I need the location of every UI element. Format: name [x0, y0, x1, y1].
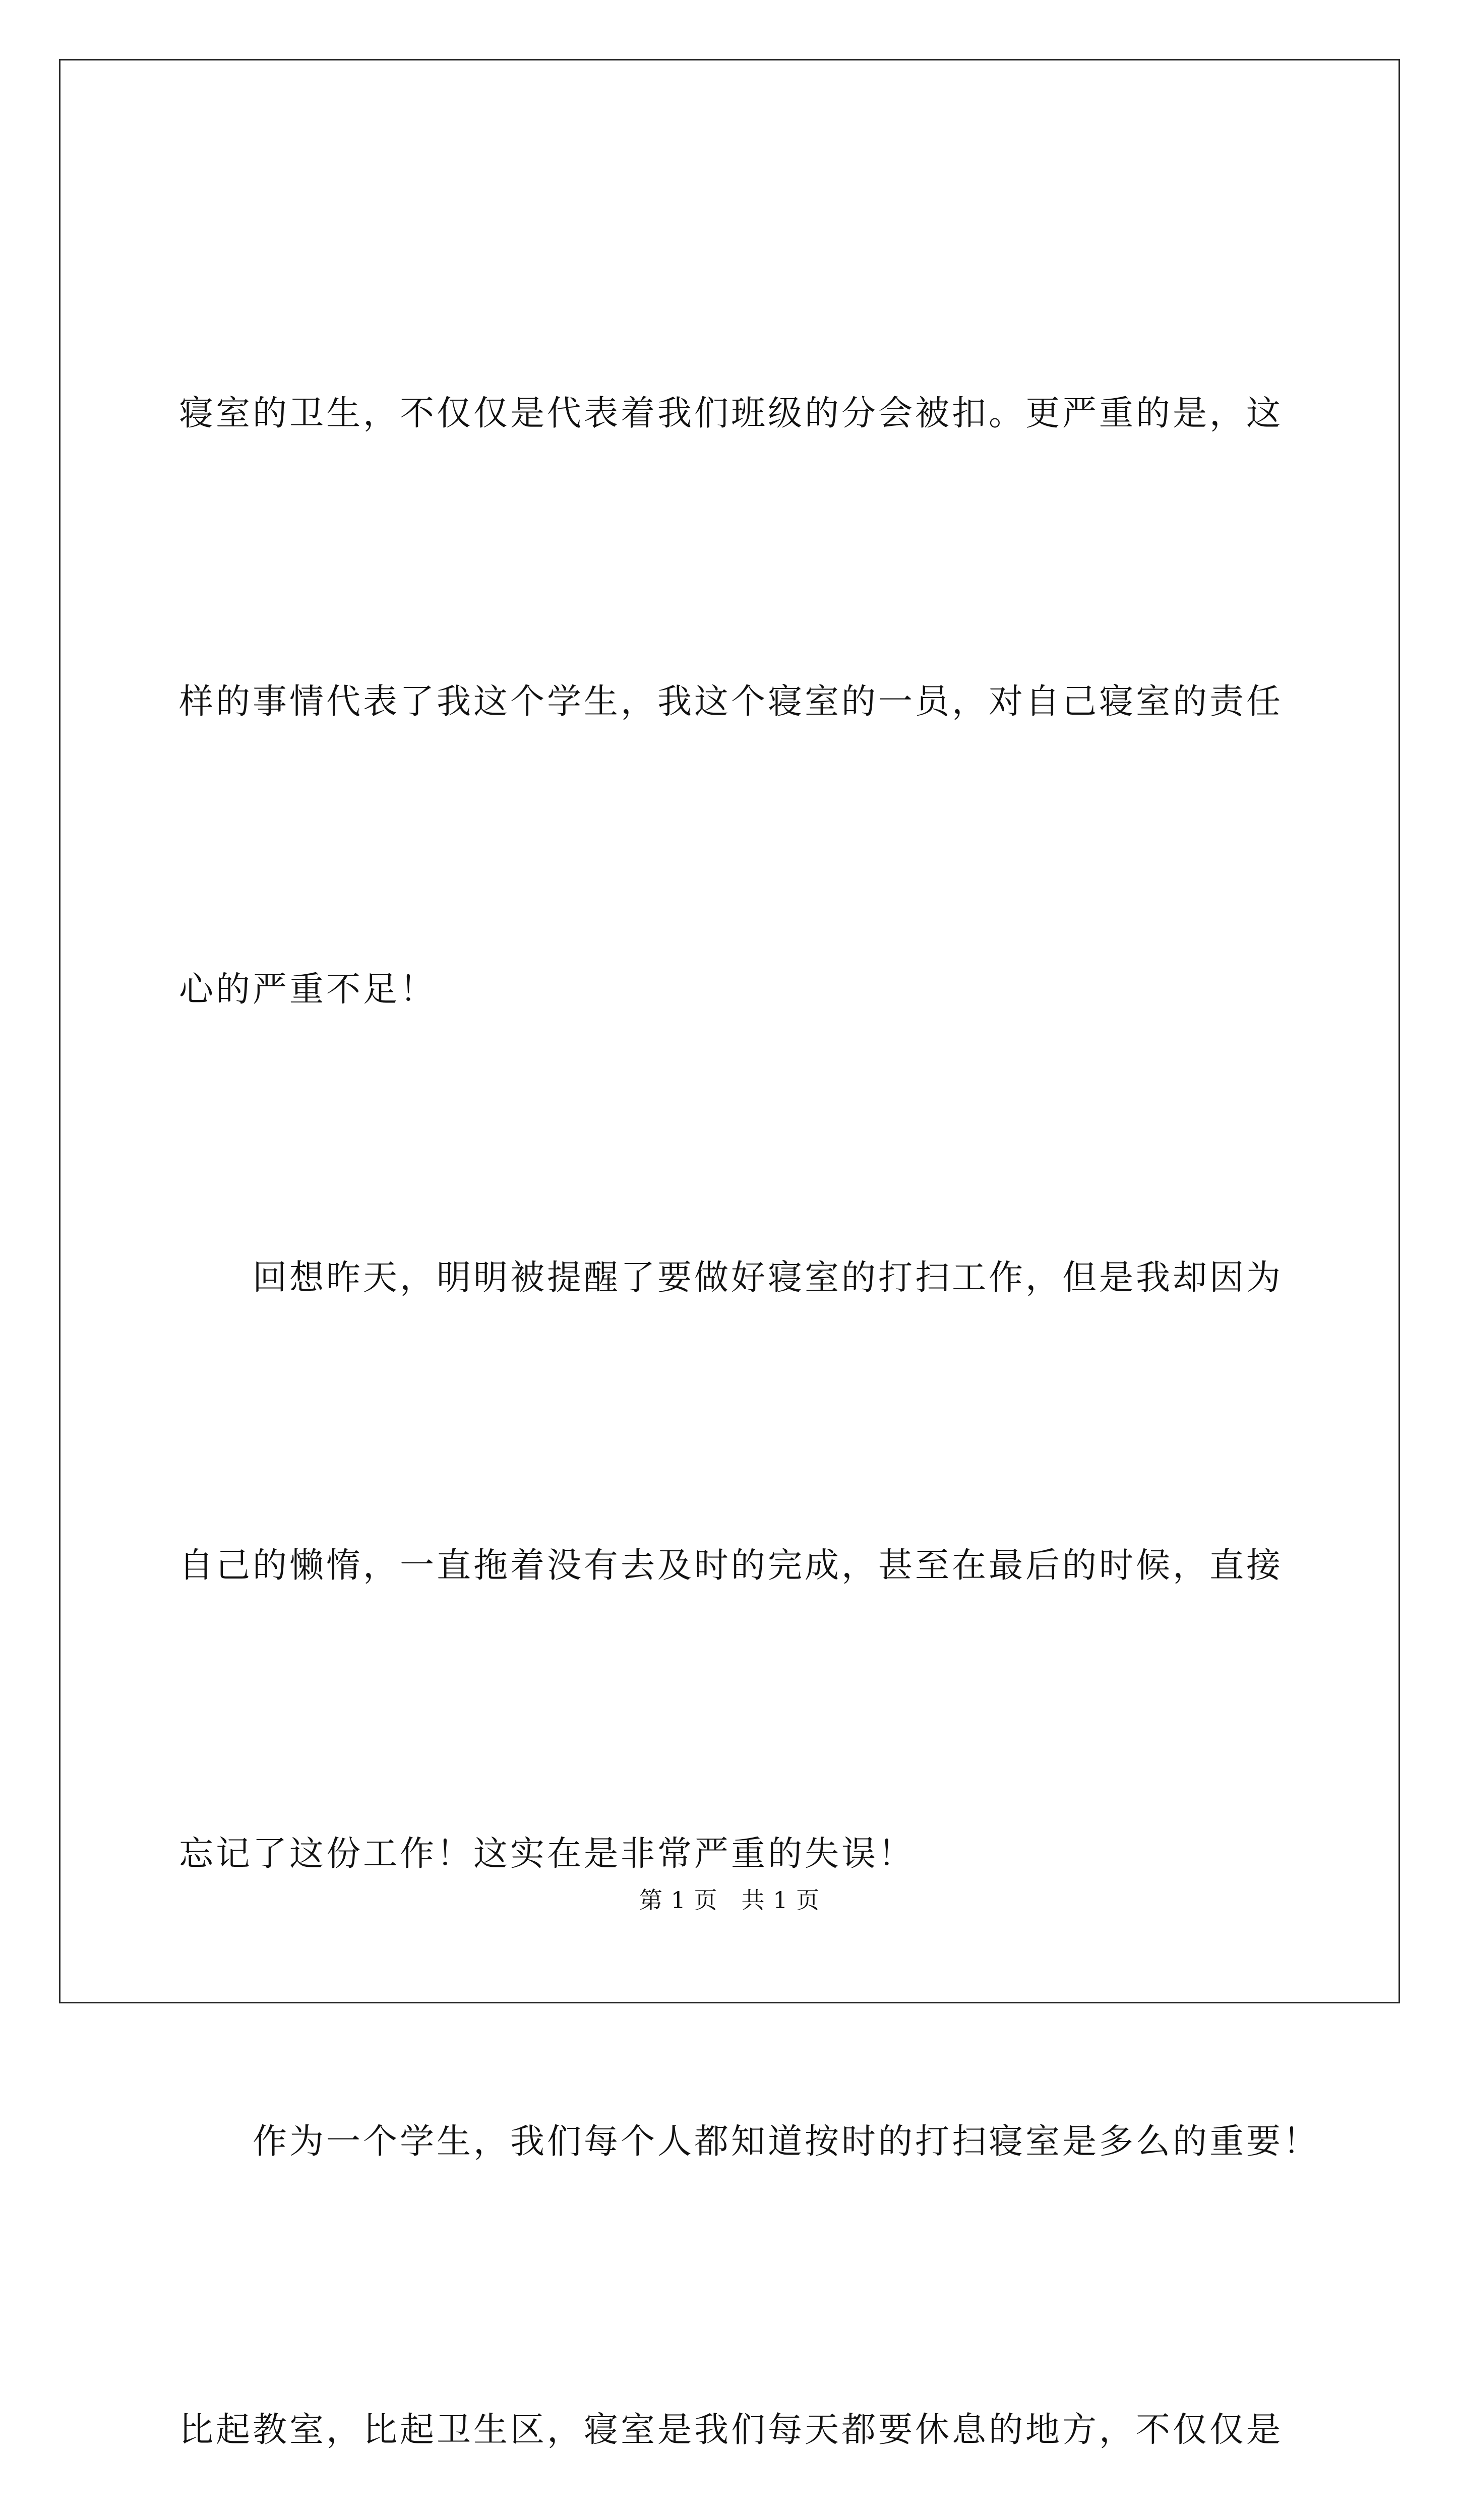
text-line: 忘记了这份工作！这实在是非常严重的失误！ [179, 1834, 916, 1874]
text-line: 样的事情代表了我这个学生，我这个寝室的一员，对自己寝室的责任 [179, 681, 1284, 722]
text-line: 回想昨天，明明被提醒了要做好寝室的打扫工作，但是我却因为 [179, 1257, 1284, 1298]
text-line: 自己的懒惰，一直拖着没有去及时的完成，甚至在最后的时候，直接 [179, 1546, 1284, 1586]
document-body [179, 174, 1320, 2520]
page-number-label: 第 1 页 共 1 页 [639, 1886, 820, 1914]
body-text [179, 174, 1320, 2520]
page-footer [0, 1882, 1459, 1915]
text-line: 作为一个学生，我们每个人都知道按时的打扫寝室是多么的重要！ [179, 2122, 1320, 2162]
text-line: 比起教室，比起卫生区，寝室是我们每天都要休息的地方，不仅仅是 [179, 2410, 1284, 2450]
text-line: 心的严重不足！ [179, 970, 437, 1010]
text-line: 寝室的卫生，不仅仅是代表着我们班级的分会被扣。更严重的是，这 [179, 394, 1284, 433]
